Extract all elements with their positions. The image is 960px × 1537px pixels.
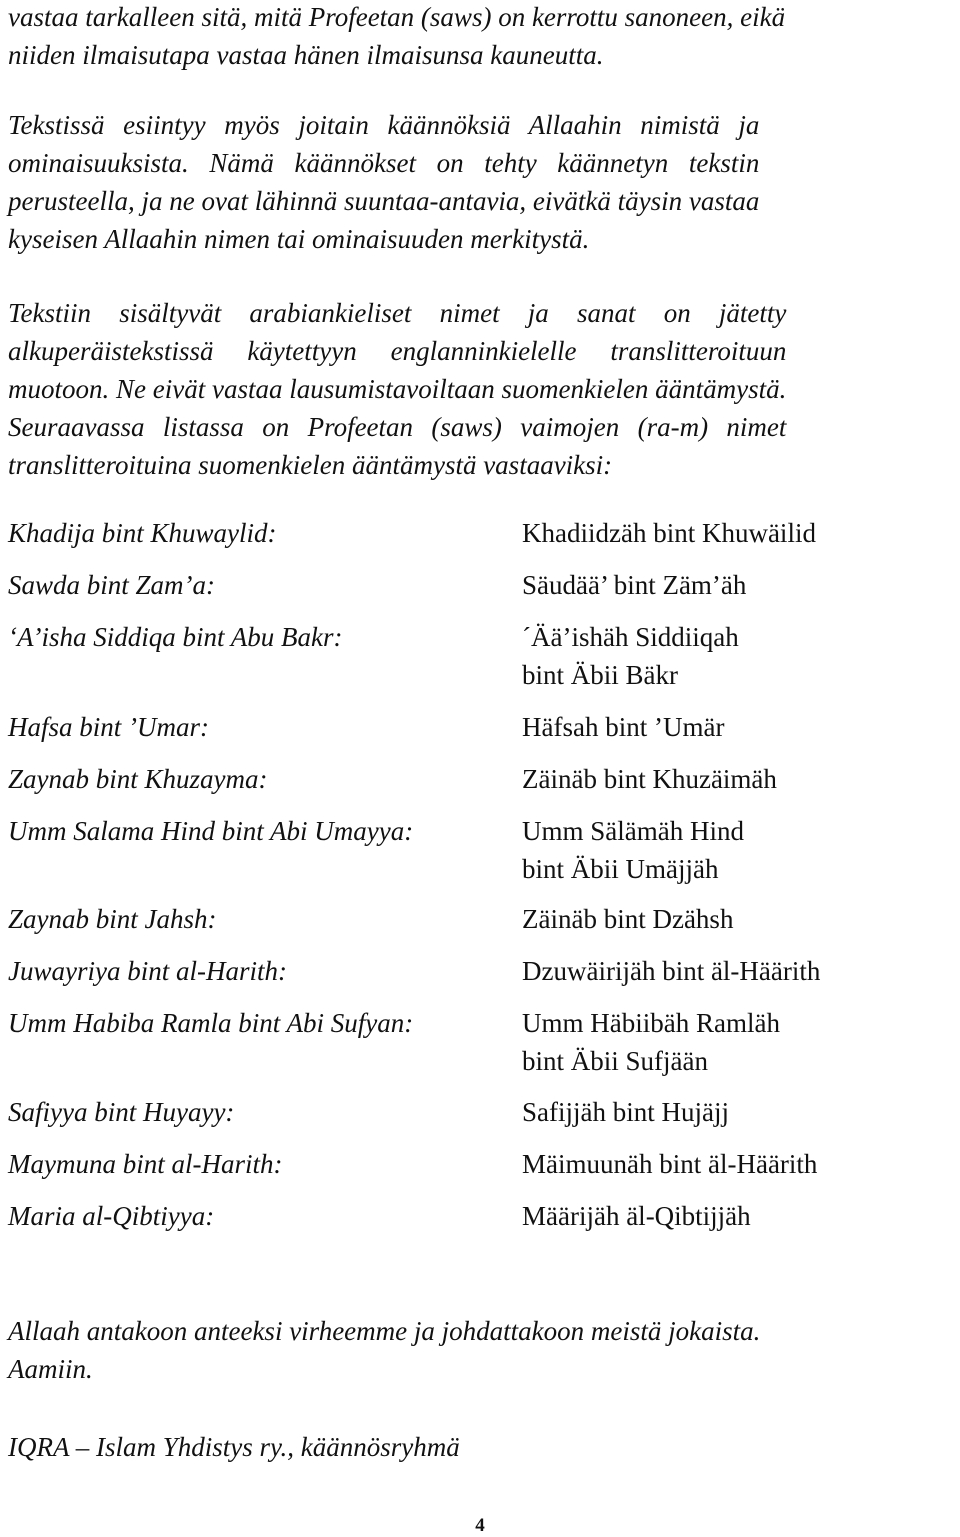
paragraph-transliteration <box>8 294 786 484</box>
closing-line: Allaah antakoon anteeksi virheemme ja johdattakoon meistä jokaista. <box>8 1316 761 1346</box>
text-line: muotoon. Ne eivät vastaa lausumistavoiltaan suomenkielen ääntämystä. <box>8 374 787 404</box>
name-original: Zaynab bint Jahsh: <box>8 904 217 934</box>
name-finnish <box>522 514 816 552</box>
name-finnish-line: bint Äbii Bäkr <box>522 660 678 690</box>
name-original: Juwayriya bint al-Harith: <box>8 956 287 986</box>
name-finnish-line: Umm Sälämäh Hind <box>522 816 744 846</box>
closing-line: Aamiin. <box>8 1354 93 1384</box>
closing-prayer <box>8 1312 760 1388</box>
name-original: ‘A’isha Siddiqa bint Abu Bakr: <box>8 622 343 652</box>
text-line: niiden ilmaisutapa vastaa hänen ilmaisunsa kauneutta. <box>8 40 604 70</box>
name-finnish-line: Safijjäh bint Hujäjj <box>522 1097 729 1127</box>
name-finnish-line: Umm Häbiibäh Ramläh <box>522 1008 780 1038</box>
name-finnish <box>522 1004 780 1080</box>
name-original: Umm Salama Hind bint Abi Umayya: <box>8 816 414 846</box>
text-line: alkuperäistekstissä käytettyyn englanninkielelle translitteroituun <box>8 336 787 366</box>
name-original: Maria al-Qibtiyya: <box>8 1201 215 1231</box>
name-finnish <box>522 1093 729 1131</box>
page-number: 4 <box>475 1515 485 1536</box>
name-finnish <box>522 1197 751 1235</box>
name-finnish-line: Häfsah bint ’Umär <box>522 712 725 742</box>
name-finnish-line: Zäinäb bint Khuzäimäh <box>522 764 777 794</box>
text-line: Seuraavassa listassa on Profeetan (saws) vaimojen (ra-m) nimet <box>8 412 787 442</box>
text-line: vastaa tarkalleen sitä, mitä Profeetan (saws) on kerrottu sanoneen, eikä <box>8 2 786 32</box>
text-line: Tekstiin sisältyvät arabiankieliset nimet ja sanat on jätetty <box>8 298 787 328</box>
name-finnish-line: Mäimuunäh bint äl-Häärith <box>522 1149 818 1179</box>
name-finnish-line: Määrijäh äl-Qibtijjäh <box>522 1201 751 1231</box>
name-finnish <box>522 618 739 694</box>
name-finnish-line: ´Ää’ishäh Siddiiqah <box>522 622 739 652</box>
name-original: Zaynab bint Khuzayma: <box>8 764 268 794</box>
paragraph-allah-names <box>8 106 759 258</box>
name-original: Maymuna bint al-Harith: <box>8 1149 283 1179</box>
name-finnish <box>522 708 724 746</box>
name-finnish-line: Säudää’ bint Zäm’äh <box>522 570 747 600</box>
name-finnish-line: Khadiidzäh bint Khuwäilid <box>522 518 816 548</box>
name-finnish <box>522 812 744 888</box>
text-line: ominaisuuksista. Nämä käännökset on tehty käännetyn tekstin <box>8 148 760 178</box>
name-finnish-line: Dzuwäirijäh bint äl-Häärith <box>522 956 821 986</box>
name-original: Khadija bint Khuwaylid: <box>8 518 277 548</box>
paragraph-translation-note <box>8 0 785 74</box>
name-finnish <box>522 566 746 604</box>
name-finnish-line: bint Äbii Umäjjäh <box>522 854 719 884</box>
name-finnish <box>522 952 820 990</box>
name-original: Safiyya bint Huyayy: <box>8 1097 235 1127</box>
name-original: Sawda bint Zam’a: <box>8 570 216 600</box>
signature: IQRA – Islam Yhdistys ry., käännösryhmä <box>8 1432 460 1462</box>
name-finnish <box>522 760 777 798</box>
name-finnish-line: Zäinäb bint Dzähsh <box>522 904 734 934</box>
text-line: translitteroituina suomenkielen ääntämystä vastaaviksi: <box>8 450 613 480</box>
name-original: Umm Habiba Ramla bint Abi Sufyan: <box>8 1008 414 1038</box>
text-line: Tekstissä esiintyy myös joitain käännöksiä Allaahin nimistä ja <box>8 110 760 140</box>
name-original: Hafsa bint ’Umar: <box>8 712 209 742</box>
name-finnish <box>522 1145 817 1183</box>
name-finnish-line: bint Äbii Sufjään <box>522 1046 708 1076</box>
text-line: perusteella, ja ne ovat lähinnä suuntaa-antavia, eivätkä täysin vastaa <box>8 186 760 216</box>
name-finnish <box>522 900 733 938</box>
text-line: kyseisen Allaahin nimen tai ominaisuuden merkitystä. <box>8 224 590 254</box>
